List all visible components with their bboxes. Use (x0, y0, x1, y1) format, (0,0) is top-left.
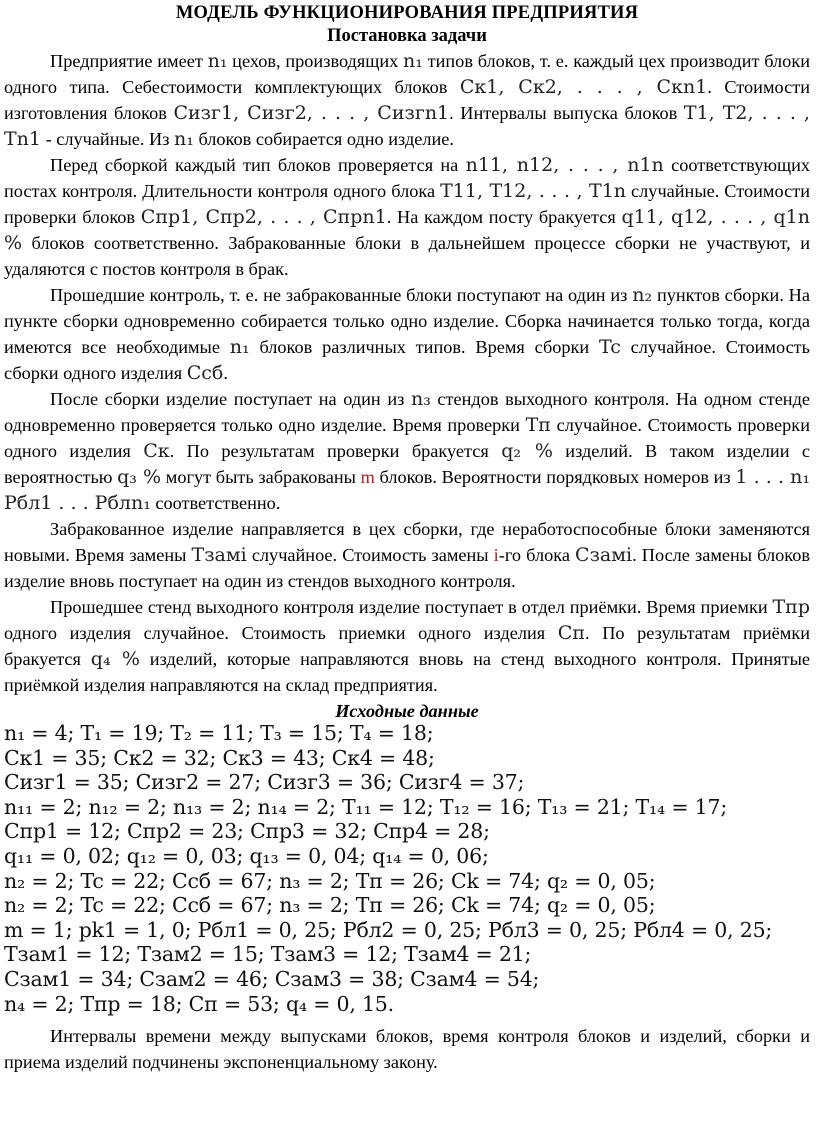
paragraph-6 (4, 594, 810, 698)
text-run: одного изделия случайное. Стоимость приемки одного изделия (4, 623, 558, 643)
math-expression: Tп (525, 414, 551, 436)
math-expression: n₁ (174, 128, 194, 150)
math-expression: Cпр1, Cпр2, . . . , Cпрn1 (140, 206, 387, 228)
data-row: n₄ = 2; Tпр = 18; Cп = 53; q₄ = 0, 15. (4, 991, 394, 1016)
text-run: блоков соответственно. Забракованные блоки в дальнейшем процессе сборки не участвуют, и удаляются с постов контроля в брак. (4, 233, 810, 279)
text-run: блоков собирается одно изделие. (193, 129, 454, 149)
text-run: случайное. Стоимость сборки одного изделия (4, 337, 811, 383)
math-expression: 1 . . . n₁ Pбл1 . . . Pблn₁ (4, 466, 810, 514)
input-data-block (4, 721, 810, 1016)
text-run: случайное. Стоимость проверки одного изделия (4, 415, 810, 461)
data-row: Cзам1 = 34; Cзам2 = 46; Cзам3 = 38; Cзам4 = 54; (4, 966, 540, 991)
data-row: q₁₁ = 0, 02; q₁₂ = 0, 03; q₁₃ = 0, 04; q₁₄ = 0, 06; (4, 843, 489, 868)
problem-statement (4, 48, 810, 698)
math-expression: Cизг1, Cизг2, . . . , Cизгn1 (173, 102, 450, 124)
text-run: блоков различных типов. Время сборки (249, 337, 600, 357)
text-run: случайное. Стоимость замены (246, 545, 494, 565)
text-run: пунктов сборки. На пункте сборки одновременно собирается только одно изделие. Сборка начинается только тогда, когда имеются все необходимые (4, 285, 810, 357)
data-row: n₂ = 2; Tc = 22; Cсб = 67; n₃ = 2; Tп = 26; Ck = 74; q₂ = 0, 05; (4, 868, 656, 893)
math-expression: T1, T2, . . . , Tn1 (4, 102, 810, 150)
math-expression: q₄ % (90, 648, 140, 670)
paragraph-2 (4, 152, 810, 282)
math-expression: q₃ % (117, 466, 162, 488)
math-expression: Tc (599, 336, 621, 358)
text-run: стендов выходного контроля. На одном стенде одновременно проверяется только одно изделие. Время проверки (4, 389, 811, 435)
math-expression: n₁ (229, 336, 250, 358)
paragraph-1 (4, 48, 810, 152)
text-run: изделий. В таком изделии с вероятностью (4, 441, 810, 487)
math-expression: Tзамi (191, 544, 247, 566)
text-run: Прошедшее стенд выходного контроля изделие поступает в отдел приёмки. Время приемки (50, 597, 773, 617)
math-expression: q11, q12, . . . , q1n % (4, 206, 810, 254)
math-expression: q₂ % (501, 440, 553, 462)
data-row: Cк1 = 35; Cк2 = 32; Cк3 = 43; Cк4 = 48; (4, 745, 435, 770)
data-row: n₁₁ = 2; n₁₂ = 2; n₁₃ = 2; n₁₄ = 2; T₁₁ = 12; T₁₂ = 16; T₁₃ = 21; T₁₄ = 17; (4, 794, 728, 819)
math-expression: Cк (143, 440, 170, 462)
data-row: n₁ = 4; T₁ = 19; T₂ = 11; T₃ = 15; T₄ = 18; (4, 721, 434, 745)
text-run: изделий, которые направляются вновь на стенд выходного контроля. Принятые приёмкой изделия направляются на склад предприятия. (4, 649, 810, 695)
document-title: МОДЕЛЬ ФУНКЦИОНИРОВАНИЯ ПРЕДПРИЯТИЯ (175, 3, 639, 23)
paragraph-4 (4, 386, 810, 516)
text-run: соответственно. (150, 493, 281, 513)
text-run: - случайные. Из (41, 129, 175, 149)
text-run: . (223, 363, 228, 383)
section-subtitle: Постановка задачи (327, 26, 487, 46)
math-expression: Cп (557, 622, 585, 644)
math-expression: Cзамi (575, 544, 633, 566)
data-row: Tзам1 = 12; Tзам2 = 15; Tзам3 = 12; Tзам4 = 21; (4, 942, 532, 967)
math-expression: Cсб (186, 362, 224, 384)
text-run: -го блока (498, 545, 576, 565)
text-run: Забракованное изделие направляется в цех сборки, где неработоспособные блоки заменяются новыми. Время замены (4, 519, 810, 565)
text-run: . По результатам проверки бракуется (169, 441, 502, 461)
data-row: m = 1; pk1 = 1, 0; Pбл1 = 0, 25; Pбл2 = 0, 25; Pбл3 = 0, 25; Pбл4 = 0, 25; (4, 917, 773, 942)
math-expression: T11, T12, . . . , T1n (440, 180, 627, 202)
text-run: цехов, производящих (227, 51, 404, 71)
text-run: Перед сборкой каждый тип блоков проверяется на (50, 155, 466, 175)
text-run: После сборки изделие поступает на один из (50, 389, 411, 409)
math-expression: n₂ (632, 284, 653, 306)
paragraph-3 (4, 282, 810, 386)
data-row: Cпр1 = 12; Cпр2 = 23; Cпр3 = 32; Cпр4 = 28; (4, 819, 490, 844)
text-run: Прошедшие контроль, т. е. не забракованные блоки поступают на один из (50, 285, 633, 305)
text-run: случайные. Стоимости проверки блоков (4, 181, 810, 227)
highlighted-variable: i (493, 545, 499, 565)
data-row: n₂ = 2; Tc = 22; Cсб = 67; n₃ = 2; Tп = 26; Ck = 74; q₂ = 0, 05; (4, 893, 656, 918)
math-expression: n₃ (410, 388, 431, 410)
footer-paragraph: Интервалы времени между выпусками блоков, время контроля блоков и изделий, сборки и приема изделий подчинены экспоненциальному закону. (4, 1026, 810, 1073)
paragraph-5 (4, 516, 810, 594)
text-run: могут быть забракованы (161, 467, 361, 487)
math-expression: Cк1, Cк2, . . . , Cкn1 (459, 76, 708, 98)
data-heading: Исходные данные (335, 701, 479, 721)
math-expression: n₁ (403, 50, 423, 72)
text-run: . После замены блоков изделие вновь поступает на один из стендов выходного контроля. (4, 545, 810, 591)
math-expression: n₁ (207, 50, 228, 72)
text-run: . По результатам приёмки бракуется (4, 623, 810, 669)
text-run: . Интервалы выпуска блоков (449, 103, 684, 123)
text-run: Предприятие имеет (50, 51, 208, 71)
highlighted-variable: m (360, 467, 375, 487)
text-run: . Стоимости изготовления блоков (4, 77, 811, 123)
text-run: . На каждом посту бракуется (386, 207, 622, 227)
math-expression: n11, n12, . . . , n1n (465, 154, 664, 176)
text-run: типов блоков, т. е. каждый цех производит блоки одного типа. Себестоимости комплектующих блоков (4, 51, 810, 97)
math-expression: Tпр (772, 596, 810, 618)
data-row: Cизг1 = 35; Cизг2 = 27; Cизг3 = 36; Cизг4 = 37; (4, 770, 525, 795)
text-run: соответствующих постах контроля. Длительности контроля одного блока (4, 155, 810, 201)
text-run: блоков. Вероятности порядковых номеров из (374, 467, 736, 487)
